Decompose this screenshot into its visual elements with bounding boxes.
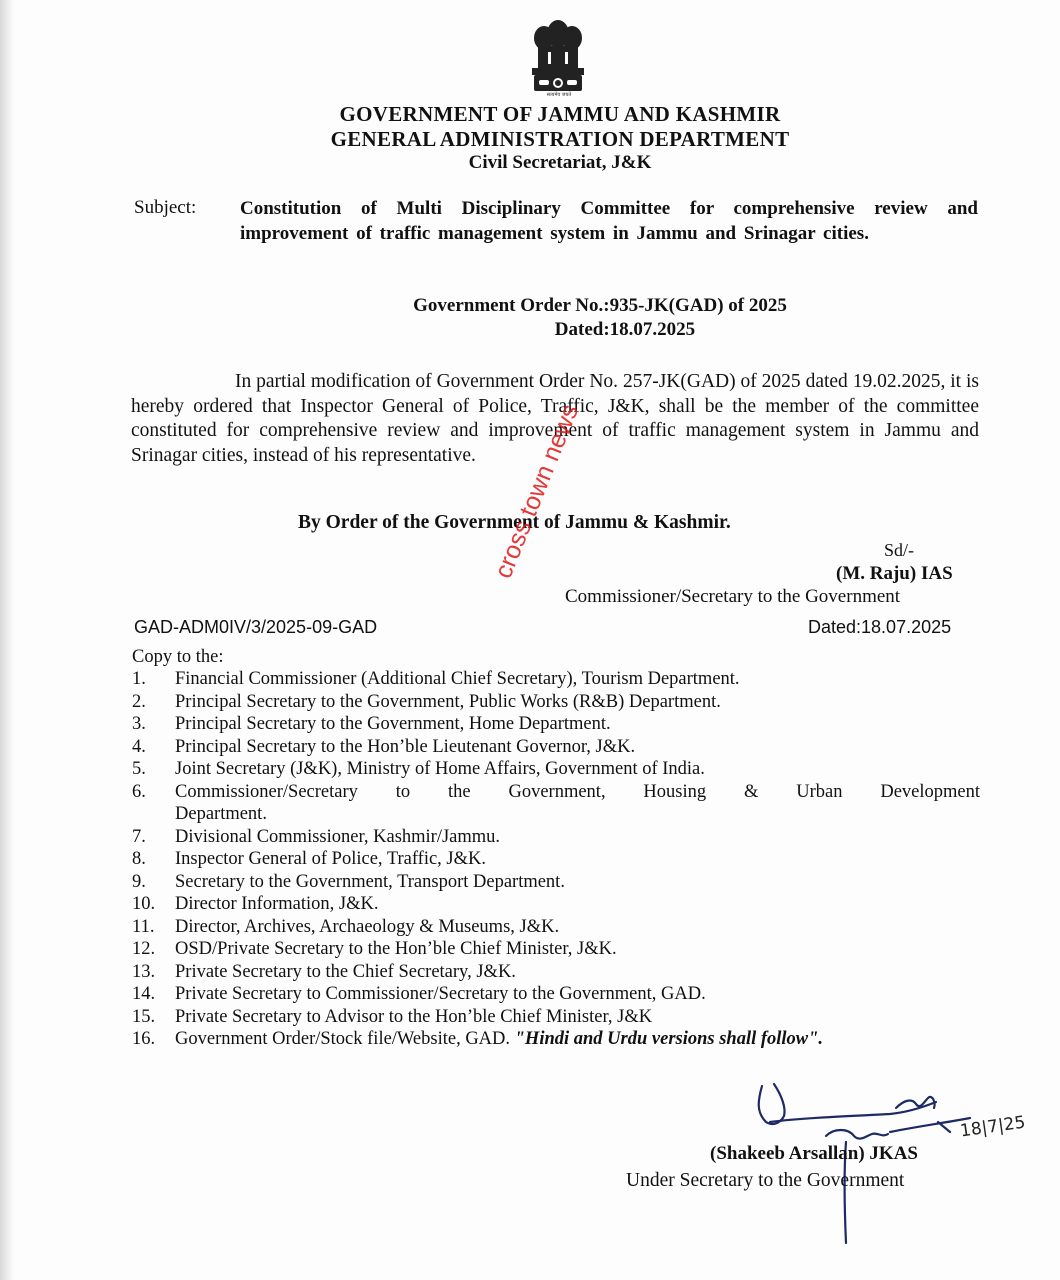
- handwritten-signature-icon: [740, 1078, 1050, 1258]
- copy-to-item: [132, 961, 980, 984]
- subject-label: Subject:: [134, 197, 197, 218]
- by-order-line: By Order of the Government of Jammu & Kashmir.: [298, 512, 731, 533]
- copy-to-item: [132, 668, 980, 691]
- copy-to-item-number: 4.: [132, 736, 146, 757]
- copy-to-item-text: [175, 736, 980, 759]
- copy-to-item-number: 9.: [132, 871, 146, 892]
- copy-to-item: [132, 781, 980, 804]
- subject-text: Constitution of Multi Disciplinary Committee for comprehensive review and improvement of traffic management system in Jammu and Srinagar cities.: [240, 198, 978, 244]
- copy-to-item: [132, 736, 980, 759]
- copy-to-item-label: Director Information, J&K.: [175, 894, 379, 914]
- copy-to-item-label: Director, Archives, Archaeology & Museums, J&K.: [175, 916, 560, 937]
- office-subtitle: Civil Secretariat, J&K: [468, 152, 652, 173]
- copy-to-item: [132, 1006, 980, 1029]
- copy-to-item-label: OSD/Private Secretary to the Hon’ble Chief Minister, J&K.: [175, 939, 617, 959]
- copy-to-item: [132, 713, 980, 736]
- government-title: GOVERNMENT OF JAMMU AND KASHMIR: [339, 102, 781, 126]
- copy-to-item-number: 3.: [132, 714, 146, 734]
- copy-to-item-text: [175, 1006, 980, 1029]
- copy-to-item-text: [175, 826, 980, 849]
- copy-to-item-text: [175, 938, 980, 961]
- copy-to-item-number: 5.: [132, 759, 146, 779]
- copy-to-item-label: Government Order/Stock file/Website, GAD.: [175, 1029, 511, 1049]
- copy-to-item: [132, 758, 980, 781]
- copy-to-item-label: Divisional Commissioner, Kashmir/Jammu.: [175, 826, 501, 847]
- copy-to-item-text: [175, 961, 980, 984]
- handwritten-date: 18|7|25: [958, 1112, 1027, 1142]
- reference-date: Dated:18.07.2025: [808, 617, 952, 637]
- state-emblem-icon: [524, 16, 592, 96]
- copy-to-item-text: [175, 668, 980, 691]
- copy-to-item-text: [175, 848, 980, 871]
- copy-to-item-number: 11.: [132, 916, 155, 937]
- page-edge-shadow: [0, 0, 14, 1280]
- copy-to-item: [132, 983, 980, 1006]
- copy-to-item-label: Joint Secretary (J&K), Ministry of Home Affairs, Government of India.: [175, 759, 705, 779]
- copy-to-item-label: Private Secretary to Commissioner/Secretary to the Government, GAD.: [175, 984, 706, 1004]
- copy-to-item-number: 13.: [132, 961, 156, 982]
- copy-to-item-text: [175, 781, 980, 804]
- copy-to-item: [132, 1028, 980, 1051]
- copy-to-item-number: 16.: [132, 1029, 156, 1049]
- under-secretary-designation: Under Secretary to the Government: [626, 1170, 905, 1191]
- copy-to-item-continuation: Department.: [175, 804, 267, 824]
- order-number: Government Order No.:935-JK(GAD) of 2025: [413, 295, 787, 316]
- copy-to-item-label: Principal Secretary to the Government, Public Works (R&B) Department.: [175, 691, 721, 712]
- signed-mark: Sd/-: [884, 540, 915, 560]
- copy-to-item-number: 14.: [132, 984, 156, 1004]
- copy-to-item-number: 15.: [132, 1006, 156, 1027]
- copy-to-item-label: Inspector General of Police, Traffic, J&K.: [175, 849, 487, 869]
- copy-to-item: [132, 871, 980, 894]
- copy-to-item-text: [175, 983, 980, 1006]
- copy-to-item-label: Secretary to the Government, Transport Department.: [175, 871, 565, 892]
- copy-to-item: [132, 893, 980, 916]
- copy-to-item: [132, 848, 980, 871]
- copy-to-list: [132, 668, 980, 1051]
- copy-to-item-label: Principal Secretary to the Hon’ble Lieutenant Governor, J&K.: [175, 736, 636, 757]
- copy-to-item-text: [175, 691, 980, 714]
- department-title: GENERAL ADMINISTRATION DEPARTMENT: [330, 127, 790, 151]
- under-secretary-name: (Shakeeb Arsallan) JKAS: [710, 1143, 918, 1164]
- watermark-text: cross town news: [489, 400, 585, 583]
- copy-to-item-text: [175, 758, 980, 781]
- signatory-name: (M. Raju) IAS: [836, 563, 953, 584]
- copy-to-item-number: 10.: [132, 894, 156, 914]
- copy-to-item-label: Commissioner/Secretary to the Government, Housing & Urban Development: [175, 781, 980, 802]
- signatory-designation: Commissioner/Secretary to the Government: [565, 586, 901, 607]
- copy-to-item-number: 1.: [132, 669, 146, 689]
- copy-to-item-emphasis: "Hindi and Urdu versions shall follow".: [514, 1029, 824, 1049]
- copy-to-item-number: 8.: [132, 849, 146, 869]
- copy-to-item-text: [175, 713, 980, 736]
- copy-to-item: [132, 938, 980, 961]
- copy-to-item-number: 2.: [132, 691, 146, 712]
- copy-to-item-number: 7.: [132, 826, 146, 847]
- copy-to-item-label: Principal Secretary to the Government, Home Department.: [175, 714, 611, 734]
- copy-to-heading: Copy to the:: [132, 647, 224, 667]
- copy-to-item: [132, 826, 980, 849]
- copy-to-item-text: [175, 893, 980, 916]
- copy-to-item: [132, 916, 980, 939]
- reference-number: GAD-ADM0IV/3/2025-09-GAD: [134, 617, 378, 637]
- copy-to-item-text: [175, 871, 980, 894]
- order-body-paragraph: In partial modification of Government Order No. 257-JK(GAD) of 2025 dated 19.02.2025, it is hereby ordered that Inspector General of Police, Traffic, J&K, shall be the member of the committee constituted for comprehensive review and improvement of traffic management system in Jammu and Srinagar cities, instead of his representative.: [131, 371, 979, 466]
- copy-to-item-text: [175, 1028, 980, 1051]
- copy-to-item: [132, 691, 980, 714]
- copy-to-item-number: 6.: [132, 781, 146, 802]
- copy-to-item-label: Private Secretary to the Chief Secretary, J&K.: [175, 961, 516, 982]
- copy-to-item-label: Financial Commissioner (Additional Chief Secretary), Tourism Department.: [175, 669, 740, 689]
- copy-to-item-text: [175, 916, 980, 939]
- copy-to-item-label: Private Secretary to Advisor to the Hon’ble Chief Minister, J&K: [175, 1006, 653, 1027]
- emblem-motto: सत्यमेव जयते: [546, 92, 572, 98]
- copy-to-item-number: 12.: [132, 939, 156, 959]
- order-date: Dated:18.07.2025: [554, 319, 696, 340]
